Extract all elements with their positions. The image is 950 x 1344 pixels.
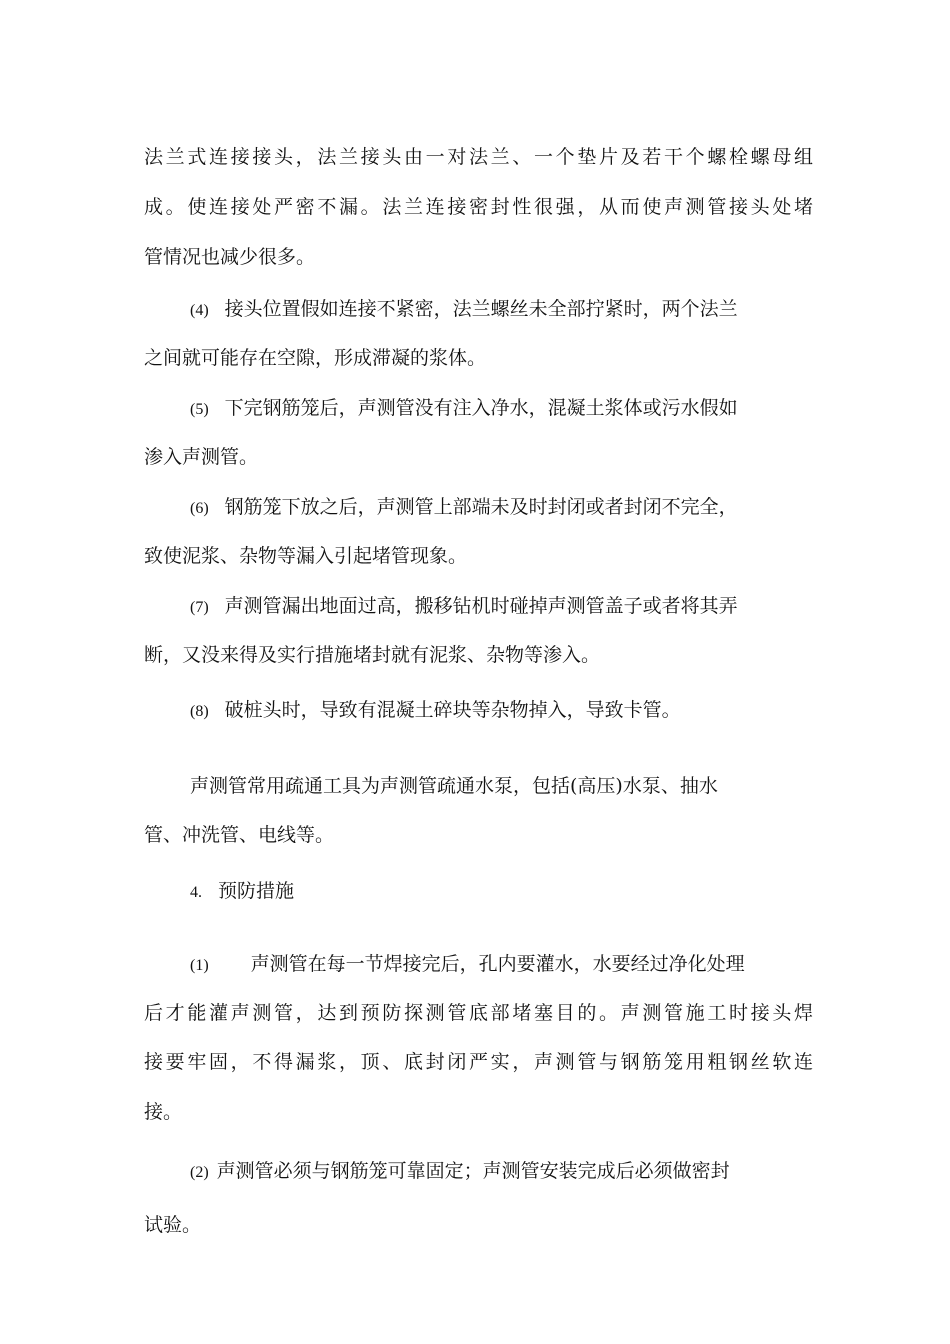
paragraph-line: 致使泥浆、杂物等漏入引起堵管现象。 xyxy=(144,545,468,567)
paragraph-line: 接要牢固，不得漏浆，顶、底封闭严实，声测管与钢筋笼用粗钢丝软连 xyxy=(144,1051,813,1073)
item-text: 破桩头时，导致有混凝土碎块等杂物掉入，导致卡管。 xyxy=(224,699,681,721)
item-number: (1) xyxy=(190,957,209,974)
heading-text: 预防措施 xyxy=(218,880,295,902)
item-number: (5) xyxy=(190,401,209,418)
list-item-8 xyxy=(190,698,681,724)
paragraph-line: 后才能灌声测管，达到预防探测管底部堵塞目的。声测管施工时接头焊 xyxy=(144,1002,813,1024)
paragraph-line: 断，又没来得及实行措施堵封就有泥浆、杂物等渗入。 xyxy=(144,644,601,666)
paragraph-line: 成。使连接处严密不漏。法兰连接密封性很强，从而使声测管接头处堵 xyxy=(144,196,813,218)
list-item-5 xyxy=(190,396,738,422)
item-number: (2) xyxy=(190,1164,209,1181)
list-item-6 xyxy=(190,495,738,521)
item-number: (4) xyxy=(190,302,209,319)
item-text: 接头位置假如连接不紧密，法兰螺丝未全部拧紧时，两个法兰 xyxy=(224,298,738,320)
item-text: 声测管在每一节焊接完后，孔内要灌水，水要经过净化处理 xyxy=(250,953,745,975)
paragraph-line: 管、冲洗管、电线等。 xyxy=(144,824,335,846)
measure-item-1 xyxy=(190,952,745,978)
list-item-7 xyxy=(190,594,738,620)
measure-item-2 xyxy=(190,1159,730,1185)
item-text: 下完钢筋笼后，声测管没有注入净水，混凝土浆体或污水假如 xyxy=(224,397,738,419)
item-text: 声测管必须与钢筋笼可靠固定；声测管安装完成后必须做密封 xyxy=(216,1160,730,1182)
section-heading xyxy=(190,879,294,905)
item-number: (7) xyxy=(190,599,209,616)
item-text: 声测管漏出地面过高，搬移钻机时碰掉声测管盖子或者将其弄 xyxy=(224,595,738,617)
paragraph-line: 法兰式连接接头，法兰接头由一对法兰、一个垫片及若干个螺栓螺母组 xyxy=(144,146,813,168)
item-text: 钢筋笼下放之后，声测管上部端未及时封闭或者封闭不完全， xyxy=(224,496,738,518)
paragraph-line: 声测管常用疏通工具为声测管疏通水泵，包括(高压)水泵、抽水 xyxy=(190,775,718,797)
paragraph-line: 试验。 xyxy=(144,1214,202,1236)
list-item-4 xyxy=(190,297,813,323)
paragraph-line: 渗入声测管。 xyxy=(144,446,259,468)
item-number: (6) xyxy=(190,500,209,517)
item-number: (8) xyxy=(190,703,209,720)
paragraph-line: 之间就可能存在空隙，形成滞凝的浆体。 xyxy=(144,347,487,369)
paragraph-line: 管情况也减少很多。 xyxy=(144,246,316,268)
heading-number: 4. xyxy=(190,884,202,901)
paragraph-line: 接。 xyxy=(144,1101,183,1123)
